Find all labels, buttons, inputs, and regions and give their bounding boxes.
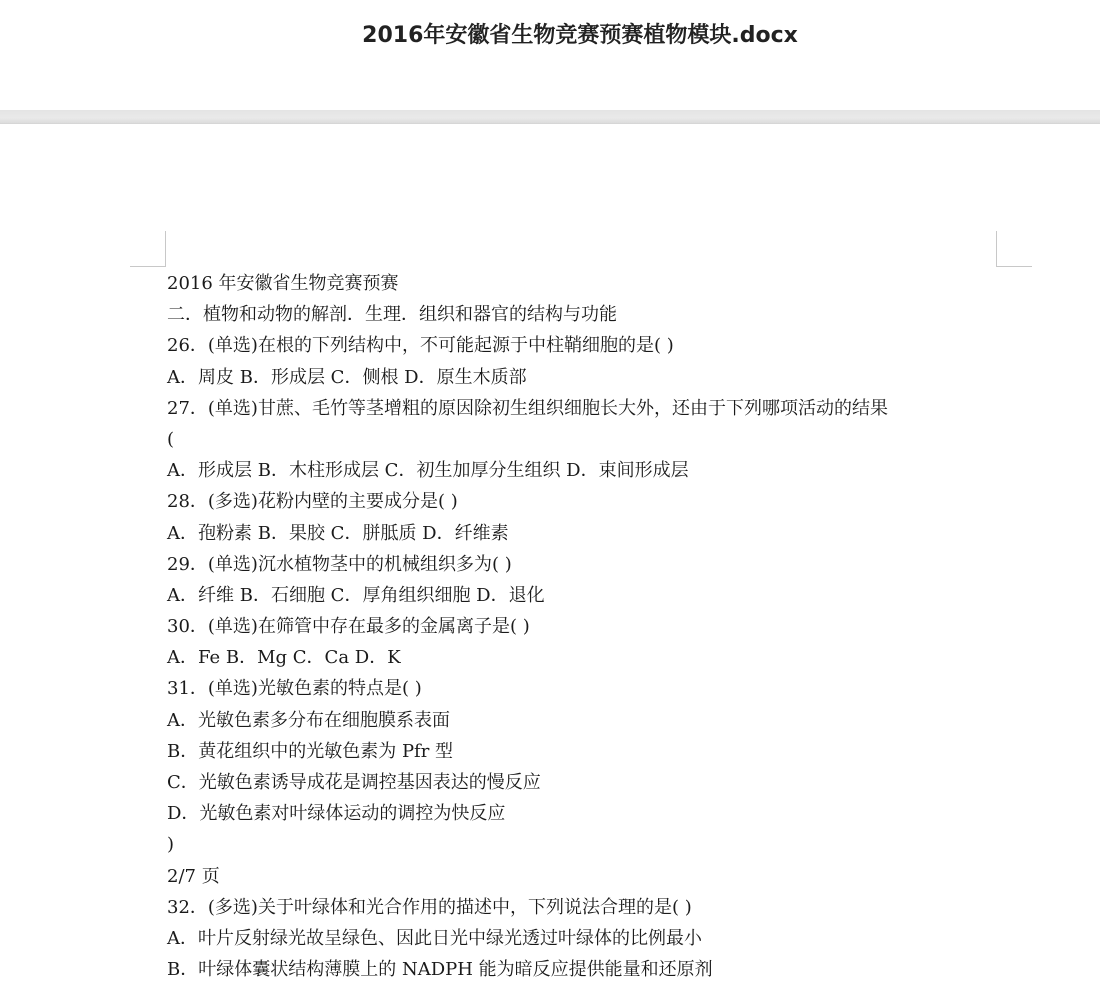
page-number: 2/7 页 xyxy=(167,865,220,887)
question-31-option-c: C．光敏色素诱导成花是调控基因表达的慢反应 xyxy=(167,772,541,793)
question-27-options: A．形成层 B．木柱形成层 C．初生加厚分生组织 D．束间形成层 xyxy=(167,460,689,482)
section-heading: 二．植物和动物的解剖．生理．组织和器官的结构与功能 xyxy=(167,304,617,326)
document-title: 2016年安徽省生物竞赛预赛植物模块.docx xyxy=(362,23,798,48)
question-29: 29．(单选)沉水植物茎中的机械组织多为( ) xyxy=(167,553,512,575)
question-32: 32．(多选)关于叶绿体和光合作用的描述中，下列说法合理的是( ) xyxy=(167,896,692,918)
document-title-bar xyxy=(0,0,1100,110)
document-body xyxy=(167,268,1067,985)
question-28: 28．(多选)花粉内壁的主要成分是( ) xyxy=(167,491,458,513)
question-30-options: A．Fe B．Mg C．Ca D．K xyxy=(167,647,401,669)
question-27: 27．(单选)甘蔗、毛竹等茎增粗的原因除初生组织细胞长大外，还由于下列哪项活动的结果 xyxy=(167,397,888,419)
question-31-option-d: D．光敏色素对叶绿体运动的调控为快反应 xyxy=(167,803,506,825)
doc-heading: 2016 年安徽省生物竞赛预赛 xyxy=(167,273,399,294)
question-26: 26．(单选)在根的下列结构中，不可能起源于中柱鞘细胞的是( ) xyxy=(167,335,674,357)
question-31: 31．(单选)光敏色素的特点是( ) xyxy=(167,678,422,700)
question-30: 30．(单选)在筛管中存在最多的金属离子是( ) xyxy=(167,616,530,638)
question-26-options: A．周皮 B．形成层 C．侧根 D．原生木质部 xyxy=(167,366,527,388)
question-32-option-a: A．叶片反射绿光故呈绿色、因此日光中绿光透过叶绿体的比例最小 xyxy=(167,927,702,949)
question-31-option-b: B．黄花组织中的光敏色素为 Pfr 型 xyxy=(167,740,454,762)
closing-paren: ) xyxy=(167,834,175,856)
margin-corner-left-icon xyxy=(130,231,166,267)
question-31-option-a: A．光敏色素多分布在细胞膜系表面 xyxy=(167,709,450,731)
question-27-continuation: ( xyxy=(167,428,175,450)
page-separator xyxy=(0,110,1100,124)
question-29-options: A．纤维 B．石细胞 C．厚角组织细胞 D．退化 xyxy=(167,584,545,606)
question-32-option-b: B．叶绿体囊状结构薄膜上的 NADPH 能为暗反应提供能量和还原剂 xyxy=(167,959,713,981)
document-page xyxy=(0,124,1100,990)
question-28-options: A．孢粉素 B．果胶 C．胼胝质 D．纤维素 xyxy=(167,522,509,544)
margin-corner-right-icon xyxy=(996,231,1032,267)
